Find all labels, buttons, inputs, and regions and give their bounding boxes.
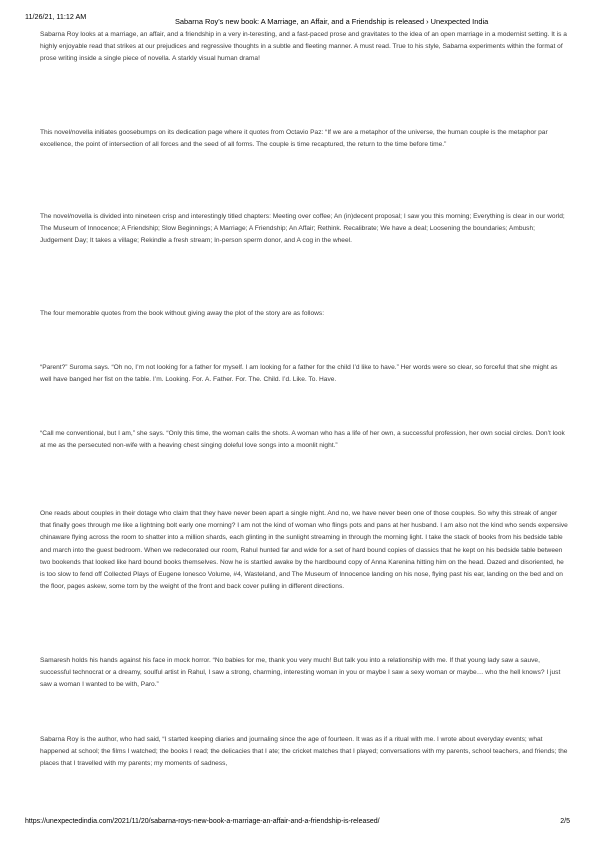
paragraph-intro: Sabarna Roy looks at a marriage, an affair, and a friendship in a very in-teresting, and a fast-paced prose and gravitates to the idea of an open marriage in a modernist setting. It is a highly enjoyable read that strikes at our prejudices and regressive thoughts in a subtle and fleeting manner. A must read. True to his style, Sabarna experiments within the format of prose writing inside a single piece of novella. A starkly visual human drama! [40, 31, 567, 63]
paragraph-dedication: This novel/novella initiates goosebumps on its dedication page where it quotes from Octavio Paz: “If we are a metaphor of the universe, the human couple is the metaphor par excellence, the point of intersection of all forces and the seed of all forms. The couple is time recaptured, the return to the time before time.” [40, 129, 548, 149]
quote-samaresh: Samaresh holds his hands against his face in mock horror. “No babies for me, thank you very much! But talk you into a relationship with me. If that young lady saw a sauve, successful technocrat or a dreamy, soulful artist in Rahul, I saw a strong, charming, interesting woman in you or maybe I saw a sexy woman or maybe… who the hell knows? I just saw a woman I wanted to be with, Paro.” [40, 657, 561, 689]
page-url: https://unexpectedindia.com/2021/11/20/sabarna-roys-new-book-a-marriage-an-affair-and-a-friendship-is-released/ [25, 818, 380, 825]
paragraph-author: Sabarna Roy is the author, who had said, “I started keeping diaries and journaling since the age of fourteen. It was as if a ritual with me. I wrote about everyday events; what happened at school; the films I watched; the books I read; the delicacies that I ate; the cricket matches that I played; conversations with my parents, school teachers, and friends; the places that I travelled with my parents; my moments of sadness, [40, 736, 568, 768]
print-datetime: 11/26/21, 11:12 AM [25, 12, 87, 21]
page-number: 2/5 [560, 818, 570, 825]
paragraph-quotes-intro: The four memorable quotes from the book without giving away the plot of the story are as follows: [40, 310, 325, 317]
print-header [0, 12, 596, 26]
page-title: Sabarna Roy’s new book: A Marriage, an Affair, and a Friendship is released › Unexpected India [175, 17, 489, 26]
quote-conventional: “Call me conventional, but I am,” she says. “Only this time, the woman calls the shots. A woman who has a life of her own, a successful profession, her own social circles. Don’t look at me as the persecuted non-wife with a heaving chest singing doleful love songs into a moonlit night.” [40, 430, 565, 450]
quote-books: One reads about couples in their dotage who claim that they have never been apart a single night. And no, we have never been one of those couples. So why this streak of anger that finally goes through me like a lightning bolt early one morning? I am not the kind of woman who flings pots and pans at her husband. I am also not the kind who sends expensive chinaware flying across the room to shatter into a million shards, each glinting in the sunlight streaming in through the morning light. I take the stack of books from his bedside table and march into the guest bedroom. When we redecorated our room, Rahul hunted far and wide for a set of hard bound copies of classics that he kept on his bedside table between two bookends that looked like hard bound books themselves. Now he is startled awake by the hardbound copy of Anna Karenina hitting him on the head. Dazed and disoriented, he is too slow to fend off Collected Plays of Eugene Ionesco Volume, #4, Wasteland, and The Museum of Innocence landing on his nose, flying past his ear, landing on the bed and on the floor, pages askew, some torn by the weight of the front and back cover pulling in different directions. [40, 510, 568, 591]
paragraph-chapters: The novel/novella is divided into nineteen crisp and interestingly titled chapters: Meeting over coffee; An (in)decent proposal; I saw you this morning; Everything is clear in our world; The Museum of Innocence; A Friendship; Slow Beginnings; A Marriage; A Friendship; An Affair; Rethink. Recalibrate; We have a deal; Loosening the boundaries; Ambush; Judgement Day; It takes a village; Rekindle a fresh stream; In-person sperm donor, and A cog in the wheel. [40, 213, 565, 245]
quote-parent: “Parent?” Suroma says. “Oh no, I’m not looking for a father for myself. I am looking for a father for the child I’d like to have.” Her words were so clear, so forceful that she might as well have banged her fist on the table. I’m. Looking. For. A. Father. For. The. Child. I’d. Like. To. Have. [40, 364, 558, 384]
